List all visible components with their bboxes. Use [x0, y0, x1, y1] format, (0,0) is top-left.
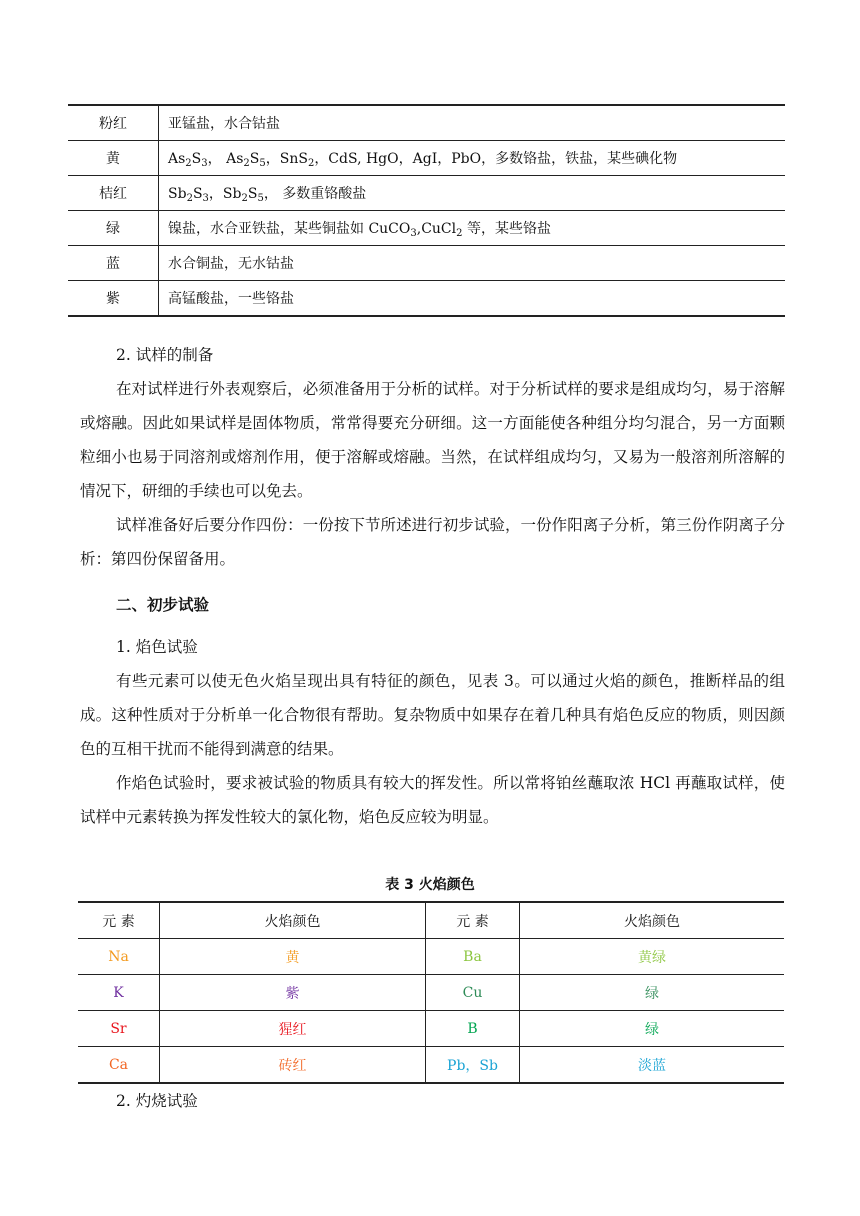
element-cell: Sr	[78, 1011, 160, 1047]
table-row	[78, 975, 784, 1011]
compounds-cell: 亚锰盐，水合钴盐	[159, 105, 786, 141]
table-row	[78, 1047, 784, 1084]
column-header: 元 素	[426, 902, 520, 939]
column-header: 火焰颜色	[160, 902, 426, 939]
compounds-cell: $As_2S_3$， $As_2S_5$，SnS$_2$，CdS, HgO，AgI，PbO，多数铬盐，铁盐，某些碘化物	[159, 141, 786, 176]
paragraph: 作焰色试验时，要求被试验的物质具有较大的挥发性。所以常将铂丝蘸取浓 HCl 再蘸取试样，使试样中元素转换为挥发性较大的氯化物，焰色反应较为明显。	[80, 774, 785, 826]
color-cell: 黄	[68, 141, 159, 176]
element-cell: Na	[78, 939, 160, 975]
compounds-cell: 镍盐，水合亚铁盐，某些铜盐如 CuCO$_3$,CuCl$_2$ 等，某些铬盐	[159, 211, 786, 246]
table-caption: 表 3 火焰颜色	[385, 877, 475, 893]
element-cell: Cu	[426, 975, 520, 1011]
compounds-cell: $Sb_2S_3$，$Sb_2S_5$， 多数重铬酸盐	[159, 176, 786, 211]
color-cell: 紫	[68, 281, 159, 317]
color-cell: 蓝	[68, 246, 159, 281]
flame-color-cell: 砖红	[160, 1047, 426, 1084]
element-cell: Ba	[426, 939, 520, 975]
paragraph: 在对试样进行外表观察后，必须准备用于分析的试样。对于分析试样的要求是组成均匀，易于溶解或熔融。因此如果试样是固体物质，常常得要充分研细。这一方面能使各种组分均匀混合，另一方面颗粒细小也易于同溶剂或熔剂作用，便于溶解或熔融。当然，在试样组成均匀，又易为一般溶剂所溶解的情况下，研细的手续也可以免去。	[80, 380, 785, 500]
table-row	[68, 211, 785, 246]
table-row	[78, 1011, 784, 1047]
compounds-cell: 高锰酸盐，一些铬盐	[159, 281, 786, 317]
paragraph: 试样准备好后要分作四份：一份按下节所述进行初步试验，一份作阳离子分析，第三份作阴离子分析：第四份保留备用。	[80, 516, 785, 568]
column-header: 元 素	[78, 902, 160, 939]
column-header: 火焰颜色	[520, 902, 785, 939]
flame-color-cell: 绿	[520, 1011, 785, 1047]
compounds-cell: 水合铜盐，无水钴盐	[159, 246, 786, 281]
flame-color-cell: 绿	[520, 975, 785, 1011]
color-cell: 粉红	[68, 105, 159, 141]
table-row	[68, 246, 785, 281]
flame-color-cell: 猩红	[160, 1011, 426, 1047]
element-cell: K	[78, 975, 160, 1011]
paragraph: 有些元素可以使无色火焰呈现出具有特征的颜色，见表 3。可以通过火焰的颜色，推断样品的组成。这种性质对于分析单一化合物很有帮助。复杂物质中如果存在着几种具有焰色反应的物质，则因颜色的互相干扰而不能得到满意的结果。	[80, 672, 785, 758]
table-row	[68, 281, 785, 317]
element-cell: Pb，Sb	[426, 1047, 520, 1084]
compound-color-table	[68, 104, 785, 317]
section-title-sample-prep: 2. 试样的制备	[116, 346, 214, 364]
flame-color-cell: 黄绿	[520, 939, 785, 975]
flame-color-table	[78, 901, 784, 1084]
element-cell: Ca	[78, 1047, 160, 1084]
color-cell: 桔红	[68, 176, 159, 211]
table-row	[78, 939, 784, 975]
table-row	[68, 141, 785, 176]
flame-color-cell: 紫	[160, 975, 426, 1011]
section-heading-preliminary-tests: 二、初步试验	[116, 596, 210, 614]
subsection-title-burning-test: 2. 灼烧试验	[116, 1092, 198, 1110]
flame-color-cell: 黄	[160, 939, 426, 975]
element-cell: B	[426, 1011, 520, 1047]
flame-color-cell: 淡蓝	[520, 1047, 785, 1084]
color-cell: 绿	[68, 211, 159, 246]
table-row	[68, 105, 785, 141]
table-header-row	[78, 902, 784, 939]
subsection-title-flame-test: 1. 焰色试验	[116, 638, 198, 656]
table-row	[68, 176, 785, 211]
